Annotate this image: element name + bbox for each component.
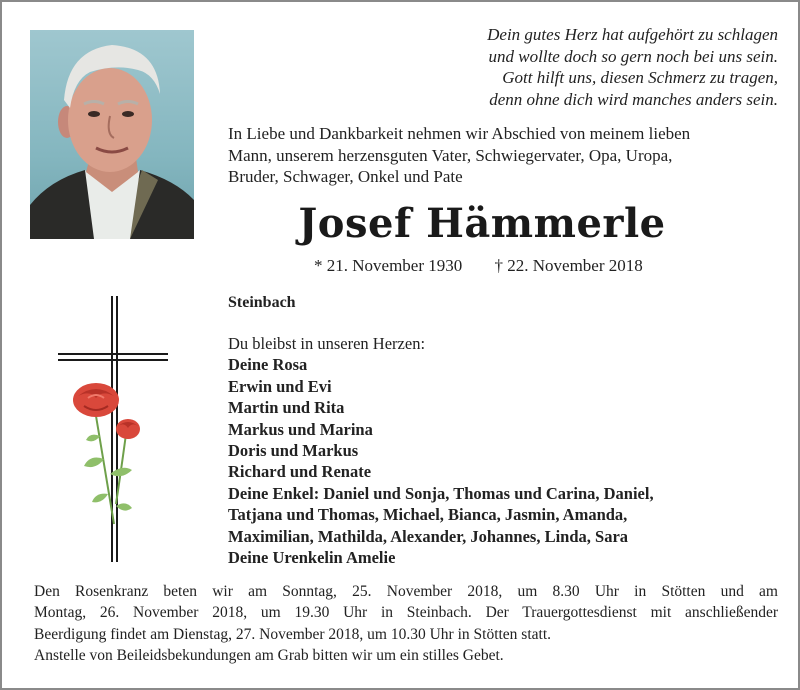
service-line: Beerdigung findet am Dienstag, 27. November 2018, um 10.30 Uhr in Stötten statt.: [34, 625, 552, 643]
poem-line: Gott hilft uns, diesen Schmerz zu tragen,: [502, 68, 778, 87]
poem-line: und wollte doch so gern noch bei uns sein.: [488, 46, 778, 66]
birth-date: * 21. November 1930: [314, 256, 463, 275]
intro-text: [228, 123, 788, 188]
family-member: Deine Rosa: [228, 355, 308, 375]
family-member: Markus und Marina: [228, 419, 373, 439]
family-member: Tatjana und Thomas, Michael, Bianca, Jasmin, Amanda,: [228, 505, 628, 525]
deceased-name: Josef Hämmerle: [298, 200, 666, 247]
intro-line: Bruder, Schwager, Onkel und Pate: [228, 167, 463, 186]
portrait-photo: [30, 30, 194, 239]
service-info: [34, 581, 778, 667]
life-dates: [314, 256, 671, 276]
family-member: Deine Urenkelin Amelie: [228, 548, 396, 568]
cross-with-roses-icon: [52, 294, 172, 564]
family-list: [228, 333, 748, 568]
family-member: Deine Enkel: Daniel und Sonja, Thomas und Carina, Daniel,: [228, 483, 654, 503]
poem-line: denn ohne dich wird manches anders sein.: [489, 89, 778, 109]
family-member: Erwin und Evi: [228, 376, 332, 396]
family-member: Martin und Rita: [228, 398, 345, 418]
poem: [412, 24, 778, 110]
family-lead: Du bleibst in unseren Herzen:: [228, 334, 426, 353]
service-line: Montag, 26. November 2018, um 19.30 Uhr in Steinbach. Der Trauergottesdienst mit anschließender: [34, 604, 778, 622]
service-line: Anstelle von Beileidsbekundungen am Grab bitten wir um ein stilles Gebet.: [34, 647, 504, 665]
place-name: Steinbach: [228, 294, 296, 311]
poem-line: Dein gutes Herz hat aufgehört zu schlagen: [487, 25, 778, 44]
family-member: Doris und Markus: [228, 441, 359, 461]
family-member: Richard und Renate: [228, 462, 372, 482]
family-member: Maximilian, Mathilda, Alexander, Johannes, Linda, Sara: [228, 526, 629, 546]
intro-line: In Liebe und Dankbarkeit nehmen wir Abschied von meinem lieben: [228, 124, 691, 143]
service-line: Den Rosenkranz beten wir am Sonntag, 25. November 2018, um 8.30 Uhr in Stötten und am: [34, 583, 778, 600]
death-date: † 22. November 2018: [494, 256, 643, 275]
intro-line: Mann, unserem herzensguten Vater, Schwiegervater, Opa, Uropa,: [228, 145, 673, 165]
